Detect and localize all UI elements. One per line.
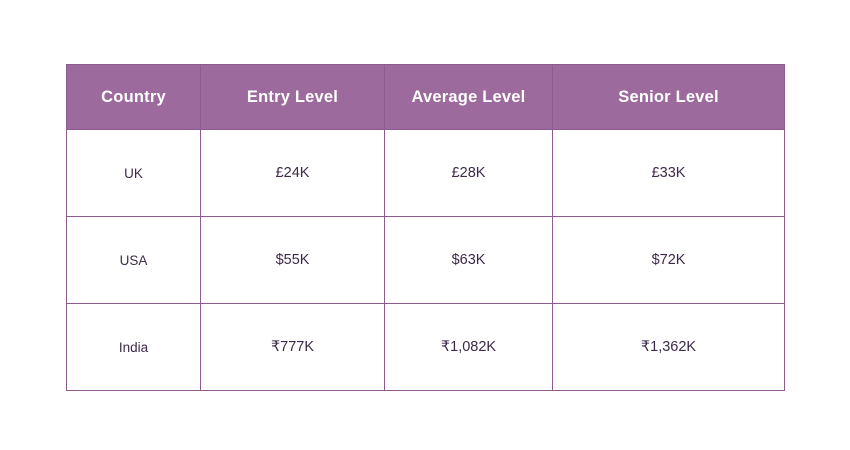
cell-entry-level: ₹777K bbox=[201, 304, 385, 391]
table-header-row bbox=[67, 65, 785, 130]
cell-senior-level: $72K bbox=[553, 217, 785, 304]
cell-entry-level: $55K bbox=[201, 217, 385, 304]
cell-entry-level: £24K bbox=[201, 130, 385, 217]
table-header bbox=[67, 65, 785, 130]
table-row bbox=[67, 217, 785, 304]
cell-country: UK bbox=[67, 130, 201, 217]
salary-table-container bbox=[66, 64, 784, 391]
cell-average-level: ₹1,082K bbox=[385, 304, 553, 391]
cell-country: USA bbox=[67, 217, 201, 304]
column-header-entry-level: Entry Level bbox=[201, 65, 385, 130]
column-header-senior-level: Senior Level bbox=[553, 65, 785, 130]
table-row bbox=[67, 130, 785, 217]
salary-table bbox=[66, 64, 785, 391]
table-row bbox=[67, 304, 785, 391]
cell-country: India bbox=[67, 304, 201, 391]
cell-average-level: £28K bbox=[385, 130, 553, 217]
table-body bbox=[67, 130, 785, 391]
column-header-country: Country bbox=[67, 65, 201, 130]
column-header-average-level: Average Level bbox=[385, 65, 553, 130]
cell-senior-level: ₹1,362K bbox=[553, 304, 785, 391]
cell-average-level: $63K bbox=[385, 217, 553, 304]
cell-senior-level: £33K bbox=[553, 130, 785, 217]
